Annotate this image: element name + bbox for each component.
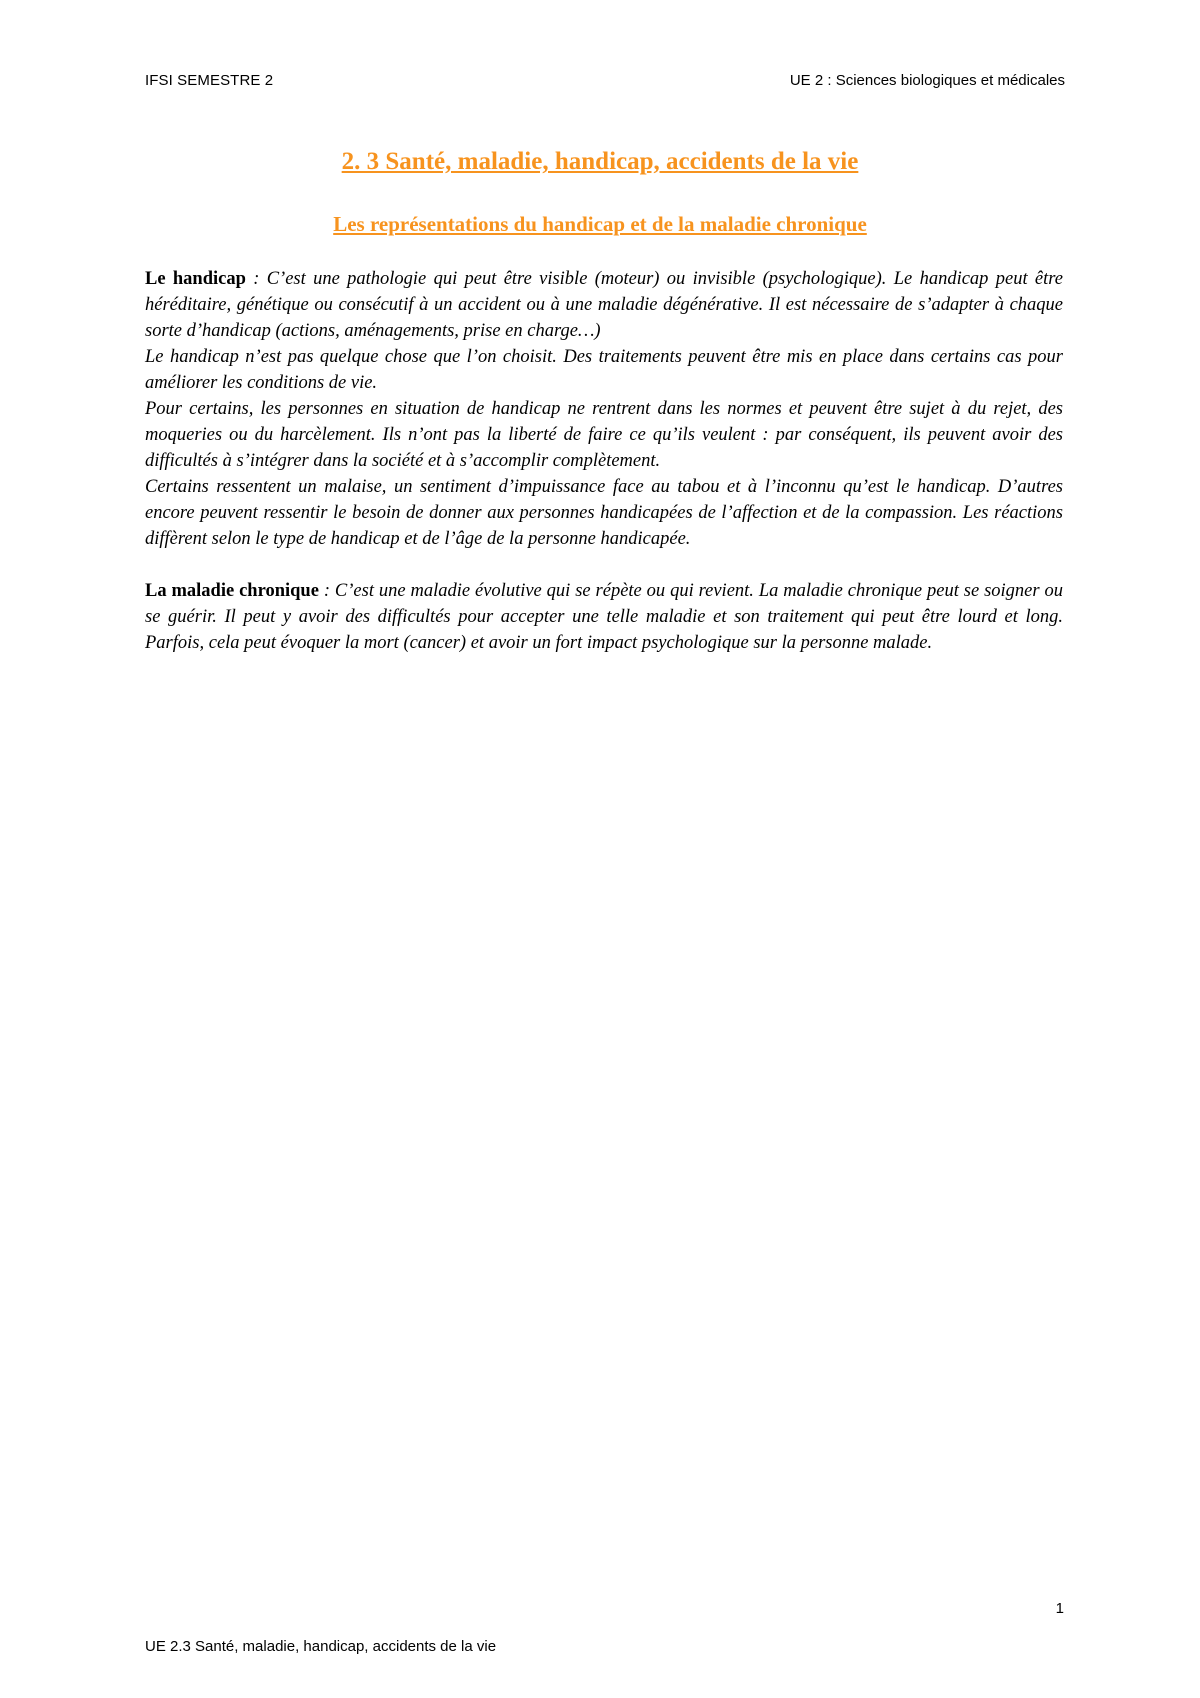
chronique-term: La maladie chronique: [145, 581, 319, 601]
handicap-text-1: C’est une pathologie qui peut être visible (moteur) ou invisible (psychologique). Le handicap peut être héréditaire, génétique ou consécutif à un accident ou à une maladie dégénérative. Il est nécessaire de s’adapter à chaque sorte d’handicap (actions, aménagements, prise en charge…): [145, 269, 1063, 341]
page-number: 1: [1055, 1600, 1064, 1617]
handicap-colon: :: [245, 269, 267, 289]
header-left: IFSI SEMESTRE 2: [145, 72, 274, 89]
handicap-paragraph-4: Certains ressentent un malaise, un sentiment d’impuissance face au tabou et à l’inconnu qu’est le handicap. D’autres encore peuvent ressentir le besoin de donner aux personnes handicapées de l’affection et de la compassion. Les réactions diffèrent selon le type de handicap et de l’âge de la personne handicapée.: [145, 477, 1063, 549]
page-title: 2. 3 Santé, maladie, handicap, accidents de la vie: [341, 148, 859, 175]
chronique-paragraph: [145, 578, 1063, 656]
chronique-colon: :: [318, 581, 335, 601]
document-body: [145, 266, 1063, 656]
footer-text: UE 2.3 Santé, maladie, handicap, accidents de la vie: [145, 1638, 497, 1655]
chronique-text: C’est une maladie évolutive qui se répète ou qui revient. La maladie chronique peut se soigner ou se guérir. Il peut y avoir des difficultés pour accepter une telle maladie et son traitement qui peut être lourd et long. Parfois, cela peut évoquer la mort (cancer) et avoir un fort impact psychologique sur la personne malade.: [145, 581, 1063, 653]
handicap-paragraph-1: [145, 266, 1063, 344]
handicap-paragraph-2: Le handicap n’est pas quelque chose que l’on choisit. Des traitements peuvent être mis en place dans certains cas pour améliorer les conditions de vie.: [145, 347, 1063, 393]
page-subtitle: Les représentations du handicap et de la maladie chronique: [333, 212, 867, 236]
header-right: UE 2 : Sciences biologiques et médicales: [789, 72, 1065, 89]
handicap-paragraph-3: Pour certains, les personnes en situation de handicap ne rentrent dans les normes et peuvent être sujet à du rejet, des moqueries ou du harcèlement. Ils n’ont pas la liberté de faire ce qu’ils veulent : par conséquent, ils peuvent avoir des difficultés à s’intégrer dans la société et à s’accomplir complètement.: [145, 399, 1063, 471]
handicap-term: Le handicap: [145, 269, 246, 289]
